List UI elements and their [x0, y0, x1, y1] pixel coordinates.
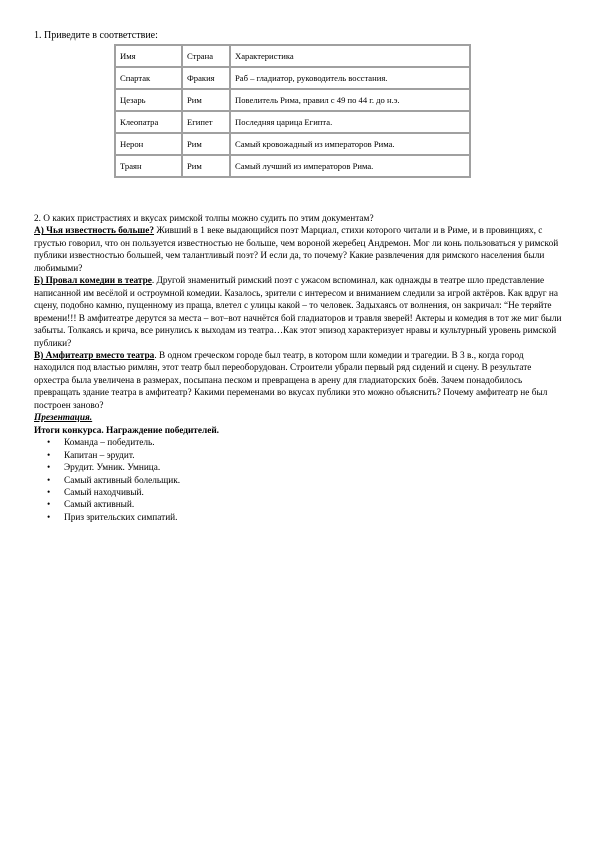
- award-label: Команда – победитель.: [64, 438, 155, 449]
- award-label: Капитан – эрудит.: [64, 450, 135, 461]
- table-row: [115, 111, 470, 133]
- table-row: [115, 155, 470, 177]
- table-row: [115, 67, 470, 89]
- section-a-text: Живший в 1 веке выдающийся поэт Марциал, стихи которого читали и в Риме, и в провинциях, с грустью говорил, что он пользуется известностью не больше, чем вороной жеребец Андремон. Мог ли конь пользоваться у римской публики известностью большей, чем талантливый поэт? И если да, то почему? Какие развлечения для римского населения были любимыми?: [34, 226, 559, 274]
- presentation-heading: Презентация.: [34, 413, 93, 424]
- question-1-heading: 1. Приведите в соответствие:: [34, 30, 158, 41]
- bullet-icon: •: [47, 512, 51, 523]
- cell-name: Спартак: [115, 67, 182, 89]
- section-a-lead: А) Чья известность больше?: [34, 226, 155, 237]
- section-v-paragraph: [34, 350, 564, 412]
- section-b-paragraph: [34, 275, 564, 350]
- list-item: [34, 450, 564, 462]
- section-b-text: . Другой знаменитый римский поэт с ужасом вспоминал, как однажды в театре шло представление написанной им весёлой и остроумной комедии. Казалось, зрители с интересом и вниманием следили за игрой актёров. Как вдруг на сцену, подобно камню, пущенному из праща, влетел с улицы какой – то человек. Задыхаясь от волнения, он закричал: “Не теряйте времени!!! В амфитеатре дерутся за места – вот–вот начнётся бой гладиаторов и травля зверей! Актеры и комедия в тот же миг были забыты. Толкаясь и крича, все ринулись к выходам из театра…Как этот эпизод характеризует нравы и культурный уровень римской публики?: [34, 276, 562, 349]
- cell-characteristic: Самый кровожадный из императоров Рима.: [230, 133, 470, 155]
- bullet-icon: •: [47, 487, 51, 498]
- question-2-heading: 2. О каких пристрастиях и вкусах римской толпы можно судить по этим документам?: [34, 214, 374, 224]
- award-label: Самый активный.: [64, 500, 135, 511]
- bullet-icon: •: [47, 438, 51, 449]
- document-body: [34, 213, 564, 524]
- award-label: Самый находчивый.: [64, 487, 144, 498]
- bullet-icon: •: [47, 463, 51, 474]
- results-heading: Итоги конкурса. Награждение победителей.: [34, 425, 220, 436]
- cell-characteristic: Самый лучший из императоров Рима.: [230, 155, 470, 177]
- award-label: Эрудит. Умник. Умница.: [64, 463, 161, 474]
- cell-country: Рим: [182, 89, 230, 111]
- list-item: [34, 512, 564, 524]
- awards-list: [34, 437, 564, 524]
- header-name: Имя: [115, 45, 182, 67]
- section-a-paragraph: [34, 225, 564, 275]
- section-b-lead: Б) Провал комедии в театре: [34, 276, 152, 287]
- award-label: Приз зрительских симпатий.: [64, 512, 178, 523]
- cell-country: Фракия: [182, 67, 230, 89]
- section-v-text: . В одном греческом городе был театр, в котором шли комедии и трагедии. В 3 в., когда город находился под властью римлян, этот театр был переоборудован. Строители убрали первый ряд сидений и сцену. В результате орхестра была увеличена в размерах, посыпана песком и превращена в арену для гладиаторских боёв. Зачем понадобилось превращать здание театра в амфитеатр? Какими переменами во вкусах публики это можно объяснить? Почему амфитеатр не был построен заново?: [34, 350, 548, 411]
- cell-country: Рим: [182, 155, 230, 177]
- award-label: Самый активный болельщик.: [64, 475, 181, 486]
- cell-characteristic: Последняя царица Египта.: [230, 111, 470, 133]
- cell-name: Нерон: [115, 133, 182, 155]
- cell-name: Траян: [115, 155, 182, 177]
- list-item: [34, 499, 564, 511]
- cell-name: Цезарь: [115, 89, 182, 111]
- cell-country: Рим: [182, 133, 230, 155]
- list-item: [34, 462, 564, 474]
- table-header-row: [115, 45, 470, 67]
- header-country: Страна: [182, 45, 230, 67]
- header-characteristic: Характеристика: [230, 45, 470, 67]
- cell-characteristic: Раб – гладиатор, руководитель восстания.: [230, 67, 470, 89]
- cell-characteristic: Повелитель Рима, правил с 49 по 44 г. до н.э.: [230, 89, 470, 111]
- list-item: [34, 437, 564, 449]
- list-item: [34, 475, 564, 487]
- bullet-icon: •: [47, 500, 51, 511]
- list-item: [34, 487, 564, 499]
- cell-country: Египет: [182, 111, 230, 133]
- cell-name: Клеопатра: [115, 111, 182, 133]
- bullet-icon: •: [47, 475, 51, 486]
- section-v-lead: В) Амфитеатр вместо театра: [34, 350, 155, 361]
- table-row: [115, 89, 470, 111]
- table-row: [115, 133, 470, 155]
- bullet-icon: •: [47, 450, 51, 461]
- matching-table: [114, 44, 471, 178]
